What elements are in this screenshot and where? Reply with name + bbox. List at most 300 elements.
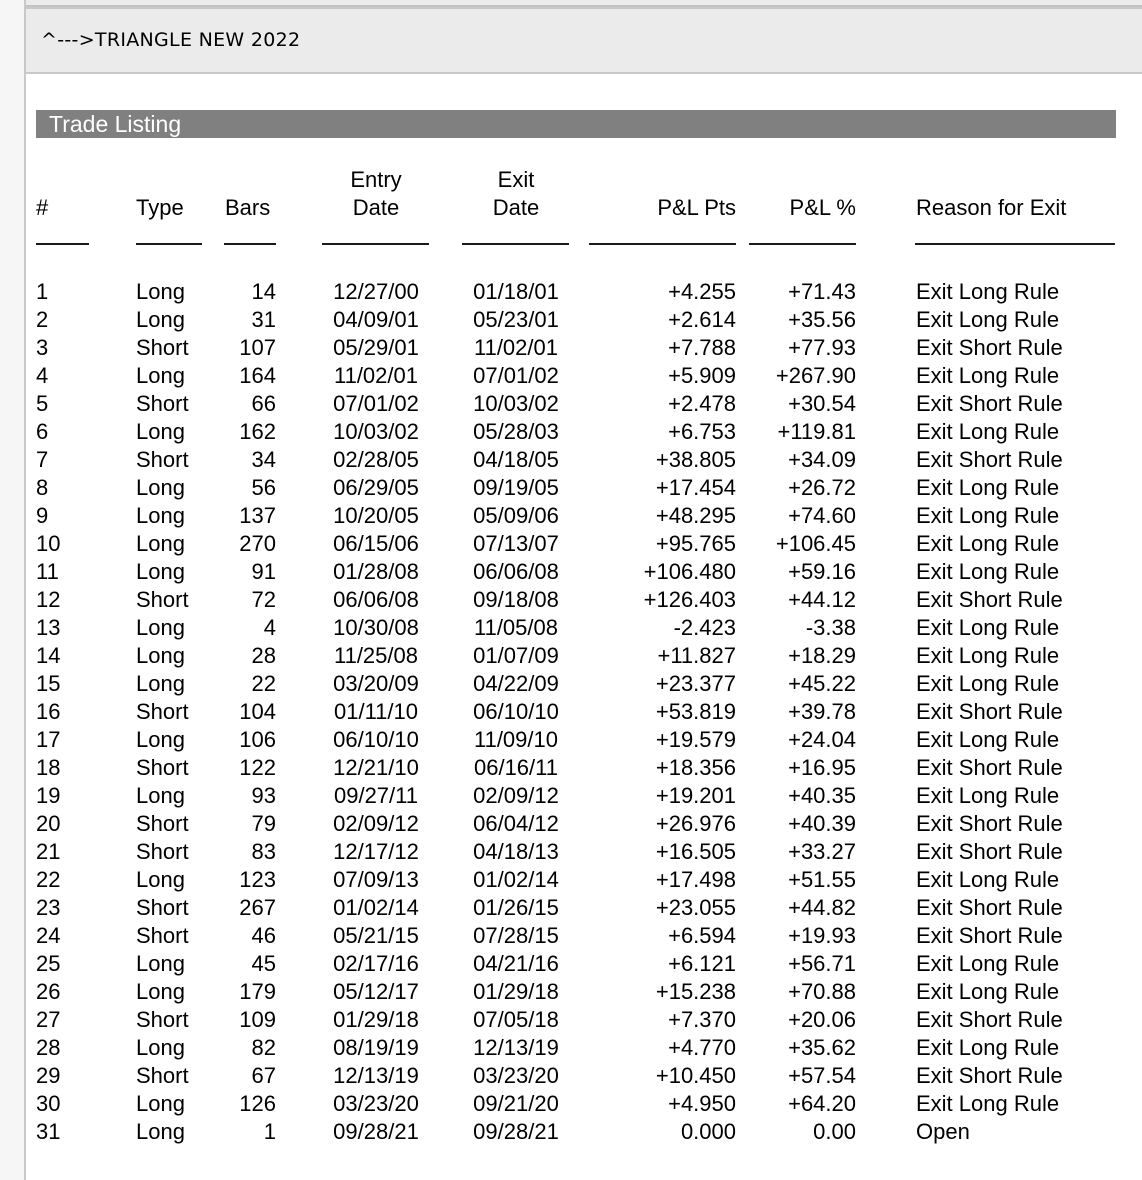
trade-num: 28 [36, 1035, 61, 1060]
trade-type: Long [136, 615, 185, 640]
trade-reason: Exit Short Rule [916, 1063, 1063, 1088]
trade-pl-pct: +44.12 [788, 587, 856, 612]
trade-bars: 31 [251, 307, 276, 332]
col-header-bars: Bars [225, 195, 271, 220]
trade-pl-pts: +19.579 [655, 727, 736, 752]
trade-entry-date: 06/10/10 [333, 727, 419, 752]
trade-num: 8 [36, 475, 49, 500]
trade-bars: 106 [239, 727, 276, 752]
col-header-type: Type [136, 195, 184, 220]
trade-bars: 267 [239, 895, 276, 920]
trade-num: 20 [36, 811, 61, 836]
trade-entry-date: 06/15/06 [333, 531, 419, 556]
table-row [26, 810, 1142, 838]
table-row [26, 1062, 1142, 1090]
table-row [26, 586, 1142, 614]
trade-num: 9 [36, 503, 49, 528]
trade-reason: Exit Long Rule [916, 531, 1060, 556]
table-row [26, 782, 1142, 810]
trade-type: Long [136, 419, 185, 444]
trade-exit-date: 05/23/01 [473, 307, 559, 332]
col-header-exit-line1: Exit [497, 167, 535, 192]
report-frame [24, 0, 1142, 1180]
trade-type: Long [136, 979, 185, 1004]
trade-bars: 122 [239, 755, 276, 780]
trade-type: Long [136, 503, 185, 528]
trade-bars: 34 [251, 447, 276, 472]
table-row [26, 474, 1142, 502]
trade-bars: 104 [239, 699, 276, 724]
trade-num: 10 [36, 531, 61, 556]
trade-type: Short [136, 1007, 189, 1032]
trade-reason: Exit Long Rule [916, 1035, 1060, 1060]
trade-bars: 28 [251, 643, 276, 668]
trade-exit-date: 01/18/01 [473, 279, 559, 304]
trade-bars: 164 [239, 363, 276, 388]
trade-type: Short [136, 391, 189, 416]
trade-bars: 91 [251, 559, 276, 584]
trade-pl-pct: +77.93 [788, 335, 856, 360]
trade-type: Long [136, 867, 185, 892]
trade-pl-pct: +40.35 [788, 783, 856, 808]
trade-pl-pts: 0.000 [680, 1119, 736, 1144]
trade-num: 31 [36, 1119, 61, 1144]
trade-bars: 82 [251, 1035, 276, 1060]
trade-num: 25 [36, 951, 61, 976]
trade-pl-pts: +17.498 [655, 867, 736, 892]
header-underline [462, 243, 569, 245]
trade-reason: Exit Long Rule [916, 363, 1060, 388]
trade-exit-date: 01/26/15 [473, 895, 559, 920]
trade-exit-date: 07/13/07 [473, 531, 559, 556]
trade-type: Short [136, 1063, 189, 1088]
trade-pl-pct: +106.45 [775, 531, 856, 556]
trade-bars: 126 [239, 1091, 276, 1116]
table-row [26, 1118, 1142, 1146]
trade-reason: Exit Short Rule [916, 699, 1063, 724]
trade-num: 7 [36, 447, 49, 472]
trade-exit-date: 04/18/05 [473, 447, 559, 472]
trade-exit-date: 07/01/02 [473, 363, 559, 388]
trade-reason: Exit Long Rule [916, 867, 1060, 892]
trade-type: Long [136, 727, 185, 752]
trade-exit-date: 06/10/10 [473, 699, 559, 724]
trade-type: Short [136, 335, 189, 360]
trade-exit-date: 07/28/15 [473, 923, 559, 948]
trade-bars: 162 [239, 419, 276, 444]
trade-bars: 67 [251, 1063, 276, 1088]
trade-entry-date: 11/25/08 [333, 643, 418, 668]
trade-reason: Exit Short Rule [916, 923, 1063, 948]
trade-entry-date: 01/28/08 [333, 559, 419, 584]
trade-reason: Exit Short Rule [916, 755, 1063, 780]
trade-pl-pct: +26.72 [788, 475, 856, 500]
table-row [26, 642, 1142, 670]
trade-bars: 109 [239, 1007, 276, 1032]
trade-pl-pct: +20.06 [788, 1007, 856, 1032]
trade-entry-date: 05/29/01 [333, 335, 419, 360]
trade-entry-date: 10/03/02 [333, 419, 419, 444]
col-header-exit [456, 166, 576, 222]
trade-reason: Exit Long Rule [916, 615, 1060, 640]
trade-reason: Exit Long Rule [916, 643, 1060, 668]
trade-entry-date: 06/06/08 [333, 587, 419, 612]
trade-type: Long [136, 279, 185, 304]
trade-pl-pts: +23.377 [655, 671, 736, 696]
trade-pl-pts: +95.765 [655, 531, 736, 556]
trade-pl-pct: +19.93 [788, 923, 856, 948]
table-row [26, 698, 1142, 726]
trade-bars: 123 [239, 867, 276, 892]
trade-type: Long [136, 1091, 185, 1116]
trade-num: 11 [36, 559, 59, 584]
trade-type: Long [136, 671, 185, 696]
trade-pl-pct: +44.82 [788, 895, 856, 920]
trade-pl-pts: +11.827 [657, 643, 736, 668]
trade-reason: Exit Long Rule [916, 279, 1060, 304]
trade-type: Short [136, 699, 189, 724]
trade-pl-pct: +39.78 [788, 699, 856, 724]
table-row [26, 1006, 1142, 1034]
trade-type: Short [136, 923, 189, 948]
trade-entry-date: 04/09/01 [333, 307, 419, 332]
trade-reason: Exit Short Rule [916, 447, 1063, 472]
trade-num: 1 [36, 279, 49, 304]
trade-exit-date: 01/02/14 [473, 867, 559, 892]
trade-reason: Exit Long Rule [916, 419, 1060, 444]
trade-pl-pct: +57.54 [788, 1063, 856, 1088]
trade-exit-date: 06/06/08 [473, 559, 559, 584]
trade-num: 13 [36, 615, 61, 640]
trade-type: Long [136, 783, 185, 808]
trade-bars: 79 [251, 811, 276, 836]
trade-num: 6 [36, 419, 49, 444]
trade-entry-date: 05/21/15 [333, 923, 419, 948]
col-header-pl-pts: P&L Pts [657, 195, 736, 220]
trade-bars: 72 [251, 587, 276, 612]
trade-exit-date: 12/13/19 [473, 1035, 559, 1060]
trade-bars: 14 [251, 279, 276, 304]
trade-pl-pts: +4.950 [668, 1091, 736, 1116]
trade-num: 17 [36, 727, 61, 752]
trade-pl-pct: +45.22 [788, 671, 856, 696]
table-row [26, 838, 1142, 866]
trade-exit-date: 05/28/03 [473, 419, 559, 444]
trade-reason: Exit Short Rule [916, 839, 1063, 864]
trade-pl-pts: +6.121 [668, 951, 736, 976]
trade-reason: Exit Short Rule [916, 1007, 1063, 1032]
trade-pl-pts: +17.454 [655, 475, 736, 500]
trade-num: 14 [36, 643, 61, 668]
trade-pl-pct: +18.29 [788, 643, 856, 668]
trade-exit-date: 06/04/12 [473, 811, 559, 836]
top-strip [26, 0, 1142, 7]
col-header-exit-line2: Date [492, 195, 540, 220]
trade-type: Short [136, 839, 189, 864]
trade-entry-date: 06/29/05 [333, 475, 419, 500]
trade-type: Long [136, 475, 185, 500]
trade-type: Short [136, 811, 189, 836]
trade-pl-pts: +19.201 [655, 783, 736, 808]
trade-entry-date: 12/17/12 [333, 839, 419, 864]
trade-pl-pct: +74.60 [788, 503, 856, 528]
trade-entry-date: 03/23/20 [333, 1091, 419, 1116]
trade-num: 3 [36, 335, 49, 360]
trade-num: 21 [36, 839, 61, 864]
trade-pl-pts: +15.238 [655, 979, 736, 1004]
trade-type: Long [136, 307, 185, 332]
trade-bars: 4 [263, 615, 276, 640]
trade-type: Long [136, 643, 185, 668]
header-underline [915, 243, 1115, 245]
col-header-num: # [36, 195, 49, 220]
trade-pl-pts: +6.594 [668, 923, 736, 948]
table-row [26, 754, 1142, 782]
trade-pl-pts: +4.770 [668, 1035, 736, 1060]
trade-entry-date: 03/20/09 [333, 671, 419, 696]
trade-reason: Exit Long Rule [916, 475, 1060, 500]
trade-pl-pct: +30.54 [788, 391, 856, 416]
trade-pl-pts: +48.295 [655, 503, 736, 528]
trade-bars: 137 [239, 503, 276, 528]
table-row [26, 306, 1142, 334]
header-underline [322, 243, 429, 245]
trade-num: 12 [36, 587, 61, 612]
header-underline [36, 243, 89, 245]
trade-pl-pts: +26.976 [655, 811, 736, 836]
trade-num: 24 [36, 923, 61, 948]
trade-num: 29 [36, 1063, 61, 1088]
trade-exit-date: 04/22/09 [473, 671, 559, 696]
trade-entry-date: 05/12/17 [333, 979, 419, 1004]
trade-num: 16 [36, 699, 61, 724]
trade-pl-pct: 0.00 [813, 1119, 856, 1144]
trade-pl-pct: +71.43 [788, 279, 856, 304]
trade-exit-date: 11/09/10 [473, 727, 558, 752]
trade-pl-pts: +38.805 [655, 447, 736, 472]
trade-reason: Exit Long Rule [916, 783, 1060, 808]
trade-exit-date: 05/09/06 [473, 503, 559, 528]
trade-num: 15 [36, 671, 61, 696]
trade-entry-date: 09/28/21 [333, 1119, 419, 1144]
table-row [26, 502, 1142, 530]
table-row [26, 362, 1142, 390]
trade-pl-pct: +40.39 [788, 811, 856, 836]
trade-num: 26 [36, 979, 61, 1004]
trade-num: 27 [36, 1007, 61, 1032]
trade-num: 19 [36, 783, 61, 808]
trade-bars: 1 [263, 1119, 276, 1144]
trade-reason: Exit Long Rule [916, 671, 1060, 696]
trade-bars: 46 [251, 923, 276, 948]
trade-num: 2 [36, 307, 49, 332]
trade-reason: Exit Short Rule [916, 895, 1063, 920]
trade-bars: 93 [251, 783, 276, 808]
col-header-entry-line1: Entry [350, 167, 402, 192]
trade-pl-pct: +35.56 [788, 307, 856, 332]
trade-pl-pts: -2.423 [673, 615, 736, 640]
trade-entry-date: 01/29/18 [333, 1007, 419, 1032]
trade-exit-date: 04/18/13 [473, 839, 559, 864]
trade-reason: Exit Short Rule [916, 811, 1063, 836]
trade-pl-pct: +267.90 [775, 363, 856, 388]
trade-exit-date: 09/28/21 [473, 1119, 559, 1144]
trade-pl-pct: +34.09 [788, 447, 856, 472]
trade-entry-date: 02/17/16 [333, 951, 419, 976]
trade-reason: Exit Long Rule [916, 559, 1060, 584]
trade-num: 23 [36, 895, 61, 920]
trade-entry-date: 12/21/10 [333, 755, 419, 780]
trade-entry-date: 12/13/19 [333, 1063, 419, 1088]
table-row [26, 922, 1142, 950]
table-row [26, 1090, 1142, 1118]
trade-type: Short [136, 895, 189, 920]
trade-exit-date: 02/09/12 [473, 783, 559, 808]
trade-type: Long [136, 1119, 185, 1144]
trade-bars: 66 [251, 391, 276, 416]
trade-num: 30 [36, 1091, 61, 1116]
trade-entry-date: 11/02/01 [333, 363, 418, 388]
trade-pl-pct: -3.38 [805, 615, 856, 640]
table-row [26, 418, 1142, 446]
trade-reason: Exit Long Rule [916, 1091, 1060, 1116]
trade-pl-pts: +7.370 [668, 1007, 736, 1032]
trade-reason: Exit Short Rule [916, 391, 1063, 416]
col-header-entry [316, 166, 436, 222]
trade-reason: Open [916, 1119, 970, 1144]
header-underline [749, 243, 856, 245]
trade-bars: 270 [239, 531, 276, 556]
table-row [26, 614, 1142, 642]
trade-type: Long [136, 1035, 185, 1060]
trade-entry-date: 10/30/08 [333, 615, 419, 640]
trade-num: 18 [36, 755, 61, 780]
trade-bars: 22 [251, 671, 276, 696]
trade-entry-date: 07/01/02 [333, 391, 419, 416]
col-header-reason: Reason for Exit [916, 195, 1067, 220]
table-row [26, 334, 1142, 362]
trade-pl-pct: +59.16 [788, 559, 856, 584]
trade-pl-pts: +4.255 [668, 279, 736, 304]
trade-pl-pct: +119.81 [777, 419, 856, 444]
trade-type: Long [136, 559, 185, 584]
trade-type: Long [136, 531, 185, 556]
trade-pl-pct: +70.88 [788, 979, 856, 1004]
trade-entry-date: 12/27/00 [333, 279, 419, 304]
trade-reason: Exit Short Rule [916, 335, 1063, 360]
table-row [26, 726, 1142, 754]
trade-bars: 56 [251, 475, 276, 500]
trade-reason: Exit Long Rule [916, 979, 1060, 1004]
table-row [26, 558, 1142, 586]
trade-pl-pct: +35.62 [788, 1035, 856, 1060]
trade-entry-date: 07/09/13 [333, 867, 419, 892]
trade-entry-date: 02/28/05 [333, 447, 419, 472]
trade-pl-pct: +24.04 [788, 727, 856, 752]
trade-num: 22 [36, 867, 61, 892]
table-row [26, 1034, 1142, 1062]
trade-entry-date: 10/20/05 [333, 503, 419, 528]
table-row [26, 390, 1142, 418]
header-underline [136, 243, 202, 245]
section-bar [36, 110, 1116, 138]
table-row [26, 530, 1142, 558]
trade-type: Long [136, 951, 185, 976]
table-row [26, 670, 1142, 698]
trade-exit-date: 04/21/16 [473, 951, 559, 976]
trade-exit-date: 06/16/11 [473, 755, 558, 780]
trade-pl-pct: +16.95 [788, 755, 856, 780]
header-underline [224, 243, 276, 245]
trade-pl-pct: +64.20 [788, 1091, 856, 1116]
trade-type: Long [136, 363, 185, 388]
trade-type: Short [136, 587, 189, 612]
col-header-entry-line2: Date [352, 195, 400, 220]
table-row [26, 950, 1142, 978]
trade-pl-pts: +53.819 [655, 699, 736, 724]
section-title: Trade Listing [49, 111, 182, 137]
trade-exit-date: 09/21/20 [473, 1091, 559, 1116]
trade-entry-date: 01/02/14 [333, 895, 419, 920]
report-header [26, 7, 1142, 74]
trade-entry-date: 09/27/11 [333, 783, 418, 808]
trade-exit-date: 01/29/18 [473, 979, 559, 1004]
trade-bars: 83 [251, 839, 276, 864]
trade-num: 5 [36, 391, 49, 416]
table-row [26, 866, 1142, 894]
trade-pl-pct: +51.55 [788, 867, 856, 892]
trade-entry-date: 08/19/19 [333, 1035, 419, 1060]
trade-list [26, 278, 1142, 1146]
trade-type: Short [136, 447, 189, 472]
trade-pl-pts: +5.909 [668, 363, 736, 388]
trade-pl-pts: +6.753 [668, 419, 736, 444]
trade-exit-date: 11/02/01 [473, 335, 558, 360]
trade-reason: Exit Long Rule [916, 727, 1060, 752]
trade-entry-date: 01/11/10 [333, 699, 418, 724]
trade-pl-pts: +2.478 [668, 391, 736, 416]
table-row [26, 278, 1142, 306]
table-row [26, 446, 1142, 474]
trade-reason: Exit Short Rule [916, 587, 1063, 612]
trade-pl-pts: +16.505 [655, 839, 736, 864]
trade-pl-pts: +18.356 [655, 755, 736, 780]
trade-reason: Exit Long Rule [916, 503, 1060, 528]
trade-exit-date: 07/05/18 [473, 1007, 559, 1032]
trade-entry-date: 02/09/12 [333, 811, 419, 836]
trade-exit-date: 01/07/09 [473, 643, 559, 668]
trade-exit-date: 10/03/02 [473, 391, 559, 416]
trade-exit-date: 09/19/05 [473, 475, 559, 500]
strategy-title: ^--->TRIANGLE NEW 2022 [41, 29, 301, 51]
trade-type: Short [136, 755, 189, 780]
trade-bars: 45 [251, 951, 276, 976]
trade-bars: 179 [239, 979, 276, 1004]
trade-num: 4 [36, 363, 49, 388]
trade-reason: Exit Long Rule [916, 951, 1060, 976]
trade-pl-pts: +23.055 [655, 895, 736, 920]
table-row [26, 894, 1142, 922]
trade-bars: 107 [239, 335, 276, 360]
trade-pl-pts: +10.450 [655, 1063, 736, 1088]
trade-pl-pts: +106.480 [643, 559, 736, 584]
trade-pl-pts: +126.403 [643, 587, 736, 612]
trade-exit-date: 09/18/08 [473, 587, 559, 612]
trade-pl-pct: +56.71 [788, 951, 856, 976]
trade-reason: Exit Long Rule [916, 307, 1060, 332]
header-underline [589, 243, 736, 245]
trade-pl-pts: +7.788 [668, 335, 736, 360]
